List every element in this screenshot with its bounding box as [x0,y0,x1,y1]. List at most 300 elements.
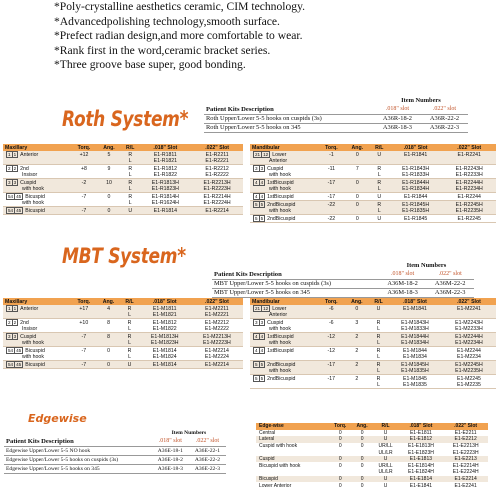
table-row [250,333,496,341]
tooth-number-left: 1 [8,152,11,157]
feature-list [54,0,494,73]
s22-cell: E1-M2214 [191,361,243,369]
table-row [250,382,496,389]
edgewise-bracket-table [256,423,488,489]
bracket-name: Cuspid [267,165,284,172]
s18-cell: E1-R1821 [139,158,191,165]
bracket-name: Central [259,429,276,436]
tooth-number-left: 4 [255,334,258,339]
kit-row [212,288,474,297]
tooth-number-right: 2 [13,166,17,171]
tooth-number-right: 3 [260,320,264,325]
tooth-number-left: 5 [255,202,258,207]
tooth-cell [3,151,71,158]
table-row [3,151,243,158]
bracket-name: Bicuspid [25,361,45,368]
s22-cell: E1-R2211 [191,151,243,158]
rl-cell: R [370,179,389,187]
rl-cell: L [120,340,138,347]
bracket-name: Anterior [20,305,39,312]
torq-cell: -7 [81,347,87,354]
column-header: .022" Slot [442,298,496,305]
column-header: R/L [120,298,138,305]
ang-cell: 8 [97,333,121,341]
ang-cell: 10 [97,179,121,187]
tooth-number-icon [253,375,265,382]
tooth-number-icon [6,305,18,312]
tooth-number-icon [253,165,265,172]
s18-cell: E1-E1814 [399,476,444,483]
rl-cell: L [121,158,139,165]
rl-cell: R [376,347,381,354]
tooth-number-left: 2 [8,320,11,325]
rl-cell: R [376,375,381,382]
tooth-number-right: 5 [260,376,264,381]
table-row [250,375,496,383]
torq-cell: 0 [338,442,342,449]
bracket-name: Cuspid with hook [259,442,298,449]
ang-cell: 0 [360,462,364,469]
torq-cell: -17 [318,179,345,187]
column-header: Mandibular [250,144,318,151]
s18-cell: E1-R1811 [139,151,191,158]
s22-cell: E1-E2224H [452,469,479,476]
s22-cell: E1-R2214H [203,193,231,200]
tooth-number-left: 3 [8,334,11,339]
tooth-number-icon [253,201,265,208]
s22-cell: E1-M2245H [442,361,496,369]
bracket-name: with hook [269,340,291,346]
s22-cell: E1-R2223H [191,186,243,193]
ang-cell: 2 [345,361,370,369]
bracket-name: 1stBicuspid [267,347,294,354]
torq-cell: -22 [318,215,345,223]
rl-cell: R [370,201,389,209]
s22-cell: E1-M2235H [442,368,496,375]
table-row [256,476,488,483]
kit-header-desc: Patient Kits Description [212,270,379,279]
torq-cell: -17 [318,361,345,369]
tooth-number-icon [253,193,265,200]
s18-cell: E1-R1812 [153,165,177,172]
ang-cell: 7 [355,165,359,172]
tooth-number-right: 12 [263,152,269,157]
s18-cell: E1-R1845 [389,215,443,223]
rl-cell: U [373,456,399,463]
table-row [3,305,243,312]
tooth-cell [250,151,318,158]
s18-cell: E1-M1823H [139,340,191,347]
s18-cell: E1-M1834H [388,340,442,347]
s22-cell: E1-M2234 [442,354,496,361]
kit-item-22: A36R-22-2 [421,114,468,123]
s22-cell: E1-M2244H [442,333,496,341]
s22-cell: E1-R2214 [191,207,243,215]
s22-cell: E1-M2223H [191,340,243,347]
ang-cell: 0 [360,482,364,489]
s18-cell: E1-M1835H [388,368,442,375]
tooth-number-icon [6,347,23,354]
tooth-number-left: 54 [8,208,14,213]
table-row [3,319,243,327]
bracket-name: Anterior [20,151,39,158]
tooth-number-left: 4 [255,348,258,353]
bracket-name: Lower Anterior [259,482,292,489]
torq-cell: +12 [71,151,97,158]
s22-cell: E1-R2235H [442,208,496,215]
ang-cell: 0 [352,436,373,443]
s22-cell: E1-E2223H [452,449,479,456]
tooth-number-left: 2 [8,166,11,171]
bracket-name [256,449,329,456]
column-header: .018" Slot [399,423,444,430]
bracket-name: Bicuspid [256,476,329,483]
s18-cell: E1-R1841 [389,151,443,158]
tooth-number-right: 45 [16,362,22,367]
s18-cell: E1-R1845H [389,201,443,209]
tooth-number-icon [253,305,270,312]
table-row [250,305,496,312]
tooth-number-icon [6,319,18,326]
rl-cell: L [121,200,139,207]
table-row [3,207,243,215]
bracket-name: 1stBicuspid [267,193,294,200]
torq-cell: 0 [329,476,352,483]
s18-cell: E1-M1835 [388,382,442,389]
bracket-name: with hook [22,340,44,346]
kit-row [4,446,226,455]
table-row [256,482,488,489]
tooth-number-icon [253,151,270,158]
feature-item: *Prefect radian design,and more comfortable to wear. [54,29,303,43]
bracket-name: with hook [269,326,291,332]
ang-cell: 0 [352,456,373,463]
bracket-name: Cuspid [256,456,329,463]
kit-row [4,464,226,473]
kit-desc: Edgewise Upper/Lower 5-5 hooks on cuspids (3s) [4,455,152,464]
rl-cell: R [121,179,139,187]
s18-cell: E1-E1814H [407,462,434,469]
s22-cell: E1-M2224 [191,354,243,361]
rl-cell: U [369,305,388,312]
rl-cell: U [370,151,389,158]
bracket-name: Bicuspid with hook [259,462,301,469]
bracket-name: Lower [272,305,287,312]
tooth-number-left: 54 [8,362,14,367]
bracket-name: with hook [269,186,291,192]
table-row [3,333,243,341]
tooth-number-right: 3 [13,180,17,185]
table-row [256,449,488,456]
tooth-cell [250,165,318,173]
tooth-cell [3,347,71,355]
rl-cell: R [369,333,388,341]
bracket-name: with hook [269,172,291,178]
ang-cell: 9 [107,165,111,172]
tooth-number-left: 21 [255,152,261,157]
bracket-name: 1stBicuspid [267,333,294,340]
torq-cell: -22 [318,201,345,209]
kit-item-22: A36M-22-3 [426,288,474,297]
s22-cell: E1-E2213 [443,456,488,463]
torq-cell: 0 [338,482,342,489]
s22-cell: E1-R2244 [442,193,496,201]
bracket-name: Cuspid [267,319,284,326]
tooth-cell [3,165,71,173]
column-header: R/L [121,144,139,151]
bracket-name: Lateral [256,436,329,443]
ang-cell [352,469,373,476]
tooth-number-icon [253,361,265,368]
roth-kit-table [204,96,468,133]
rl-cell: R [128,165,133,172]
table-row [256,469,488,476]
kit-item-22: A36E-22-1 [189,446,226,455]
ang-cell: 2 [345,333,370,341]
tooth-number-left: 54 [8,348,14,353]
rl-cell: R [127,319,132,326]
s22-cell: E1-M2221 [191,312,243,319]
tooth-number-right: 4 [260,194,264,199]
s18-cell: E1-M1841 [388,305,442,312]
torq-cell: +10 [79,319,89,326]
torq-cell: -6 [328,319,334,326]
table-row [3,179,243,187]
kit-row [212,279,474,288]
rl-cell: U [120,361,138,369]
mbt-mandibular-table [250,298,496,389]
table-row [250,165,496,173]
tooth-cell [3,333,71,341]
torq-cell: -1 [318,151,345,158]
column-header: .018" Slot [389,144,443,151]
torq-cell: -11 [327,165,335,172]
column-header: Mandibular [250,298,318,305]
s18-cell: E1-R1833H [389,172,443,179]
column-header: .022" Slot [442,144,496,151]
bracket-name: 2ndBicuspid [267,375,296,382]
rl-cell: U [370,215,389,223]
kit-header-items: Item Numbers [401,97,441,104]
kit-item-18: A36R-18-2 [374,114,421,123]
table-row [250,179,496,187]
tooth-cell [3,179,71,187]
rl-cell: U [373,436,399,443]
s18-cell: E1-M1845 [402,375,427,382]
torq-cell: -12 [327,347,336,354]
s18-cell: E1-R1814H [151,193,179,200]
tooth-number-right: 12 [263,306,269,311]
bracket-name: Cuspid [20,179,37,186]
torq-cell: -7 [71,207,97,215]
ang-cell: 0 [345,215,370,223]
s18-cell: E1-R1844H [389,179,443,187]
tooth-cell [250,375,318,383]
s18-cell: E1-M1845H [388,361,442,369]
kit-row [204,114,468,123]
s18-cell: E1-M1843H [401,319,429,326]
kit-slot22: .022" slot [189,437,226,446]
torq-cell: 0 [338,462,342,469]
rl-cell: L [121,172,139,179]
rl-cell: U [370,193,389,201]
tooth-number-right: 1 [13,152,17,157]
tooth-number-left: 21 [255,306,261,311]
torq-cell: -7 [71,361,97,369]
ang-cell: 0 [345,193,370,201]
kit-slot18: .018" slot [152,437,189,446]
rl-cell: L [370,186,389,193]
feature-item: *Poly-crystalline aesthetics ceramic, CIM technology. [54,0,306,13]
column-header: Edge-wise [256,423,329,430]
kit-header-desc-spacer [212,261,379,270]
bracket-name: with hook [22,200,44,206]
mbt-kit-table [212,261,474,298]
kit-item-22: A36E-22-2 [189,455,226,464]
rl-cell: U [121,207,139,215]
tooth-number-icon [6,165,18,172]
s18-cell: E1-E1813 [399,456,444,463]
bracket-name: Bicuspid [25,347,45,354]
tooth-number-right: 5 [260,216,264,221]
tooth-number-icon [6,361,23,368]
ang-cell: 5 [97,151,121,158]
s22-cell: E1-R2221 [191,158,243,165]
kit-item-18: A36M-18-2 [379,279,427,288]
bracket-name: 1stBicuspid [267,179,294,186]
tooth-number-left: 3 [255,320,258,325]
column-header: Torq. [318,144,345,151]
tooth-cell [3,361,71,369]
kit-desc: Edgewise Upper/Lower 5-5 hooks on 345 [4,464,152,473]
s22-cell: E1-M2243H [455,319,483,326]
s18-cell: E1-M1844H [388,333,442,341]
bracket-name: 2ndBicuspid [267,215,296,222]
s18-cell: E1-E1841 [409,482,433,489]
tooth-number-left: 54 [8,194,14,199]
ang-cell: 0 [345,201,370,209]
s22-cell: E1-M2234H [442,340,496,347]
s22-cell: E1-R2224H [191,200,243,207]
rl-cell: R [369,361,388,369]
tooth-cell [3,319,71,327]
tooth-number-left: 4 [255,180,258,185]
kit-desc: MBT Upper/Lower 5-5 hooks on cuspids (3s) [212,279,379,288]
rl-cell: R [120,305,138,312]
kit-slot22: .022" slot [426,270,474,279]
s18-cell: E1-M1811 [139,305,191,312]
s18-cell: E1-E1823H [407,449,434,456]
tooth-number-right: 4 [260,180,264,185]
s22-cell: E1-E2214H [452,462,479,469]
rl-cell: R [376,319,381,326]
tooth-number-right: 3 [13,334,17,339]
s22-cell: E1-E2213H [452,442,479,449]
s22-cell: E1-M2211 [191,305,243,312]
rl-cell: L [120,354,138,361]
feature-item: *Rank first in the word,ceramic bracket series. [54,43,271,57]
rl-cell: R [127,347,132,354]
tooth-cell [3,193,71,201]
s18-cell: E1-M1813H [139,333,191,341]
s18-cell: E1-E1812 [399,436,444,443]
kit-desc: Edgewise Upper/Lower 5-5 NO hook [4,446,152,455]
bracket-name: with hook [22,354,44,360]
s22-cell: E1-M2245 [457,375,481,382]
bracket-name: with hook [22,186,44,192]
bracket-name: with hook [269,368,291,374]
kit-header-items: Item Numbers [171,429,207,436]
tooth-number-icon [253,215,265,222]
s22-cell: E1-R2243H [455,165,483,172]
rl-cell: L [120,312,138,319]
rl-cell: U [383,429,388,436]
s18-cell: E1-M1844 [402,347,427,354]
s18-cell: E1-R1823H [139,186,191,193]
rl-cell: UL/LR [378,469,393,476]
kit-header-desc: Patient Kits Description [4,437,152,446]
rl-cell: UR/LL [378,462,393,469]
s18-cell: E1-E1813H [407,442,434,449]
s22-cell: E1-M2233H [442,326,496,333]
s22-cell: E1-R2233H [442,172,496,179]
tooth-number-icon [6,193,23,200]
s18-cell: E1-M1812 [152,319,177,326]
s18-cell: E1-M1814 [152,347,177,354]
tooth-number-icon [253,319,265,326]
table-row [3,193,243,201]
kit-item-18: A36E-18-3 [152,464,189,473]
tooth-number-right: 2 [13,320,17,325]
table-row [250,215,496,223]
s22-cell: E1-M2235 [442,382,496,389]
s22-cell: E1-E2241 [454,482,477,489]
tooth-number-left: 3 [8,180,11,185]
kit-row [204,123,468,132]
kit-desc: MBT Upper/Lower 5-5 hooks on 345 [212,288,379,297]
kit-header-desc-spacer [4,428,152,437]
bracket-name: Bicuspid [25,193,45,200]
ang-cell: 3 [355,319,359,326]
tooth-cell [250,305,318,312]
s18-cell: E1-E1811 [409,429,432,436]
s22-cell: E1-E2214 [443,476,488,483]
column-header: Ang. [345,144,370,151]
tooth-number-left: 5 [255,376,258,381]
tooth-number-right: 1 [13,306,17,311]
column-header: .022" Slot [191,298,243,305]
bracket-name: Anterior [269,158,288,164]
ang-cell: 2 [355,347,359,354]
tooth-cell [250,347,318,355]
tooth-cell [3,207,71,215]
ang-cell: 0 [345,179,370,187]
column-header: Ang. [352,423,373,430]
column-header: Torq. [329,423,352,430]
table-row [250,319,496,327]
tooth-number-left: 5 [255,362,258,367]
tooth-cell [250,193,318,201]
kit-row [4,455,226,464]
column-header: .018" Slot [139,298,191,305]
tooth-cell [250,333,318,341]
torq-cell: -7 [71,333,97,341]
ang-cell: 0 [352,476,373,483]
table-row [250,361,496,369]
tooth-number-left: 4 [255,194,258,199]
column-header: R/L [369,298,388,305]
rl-cell: R [377,165,382,172]
